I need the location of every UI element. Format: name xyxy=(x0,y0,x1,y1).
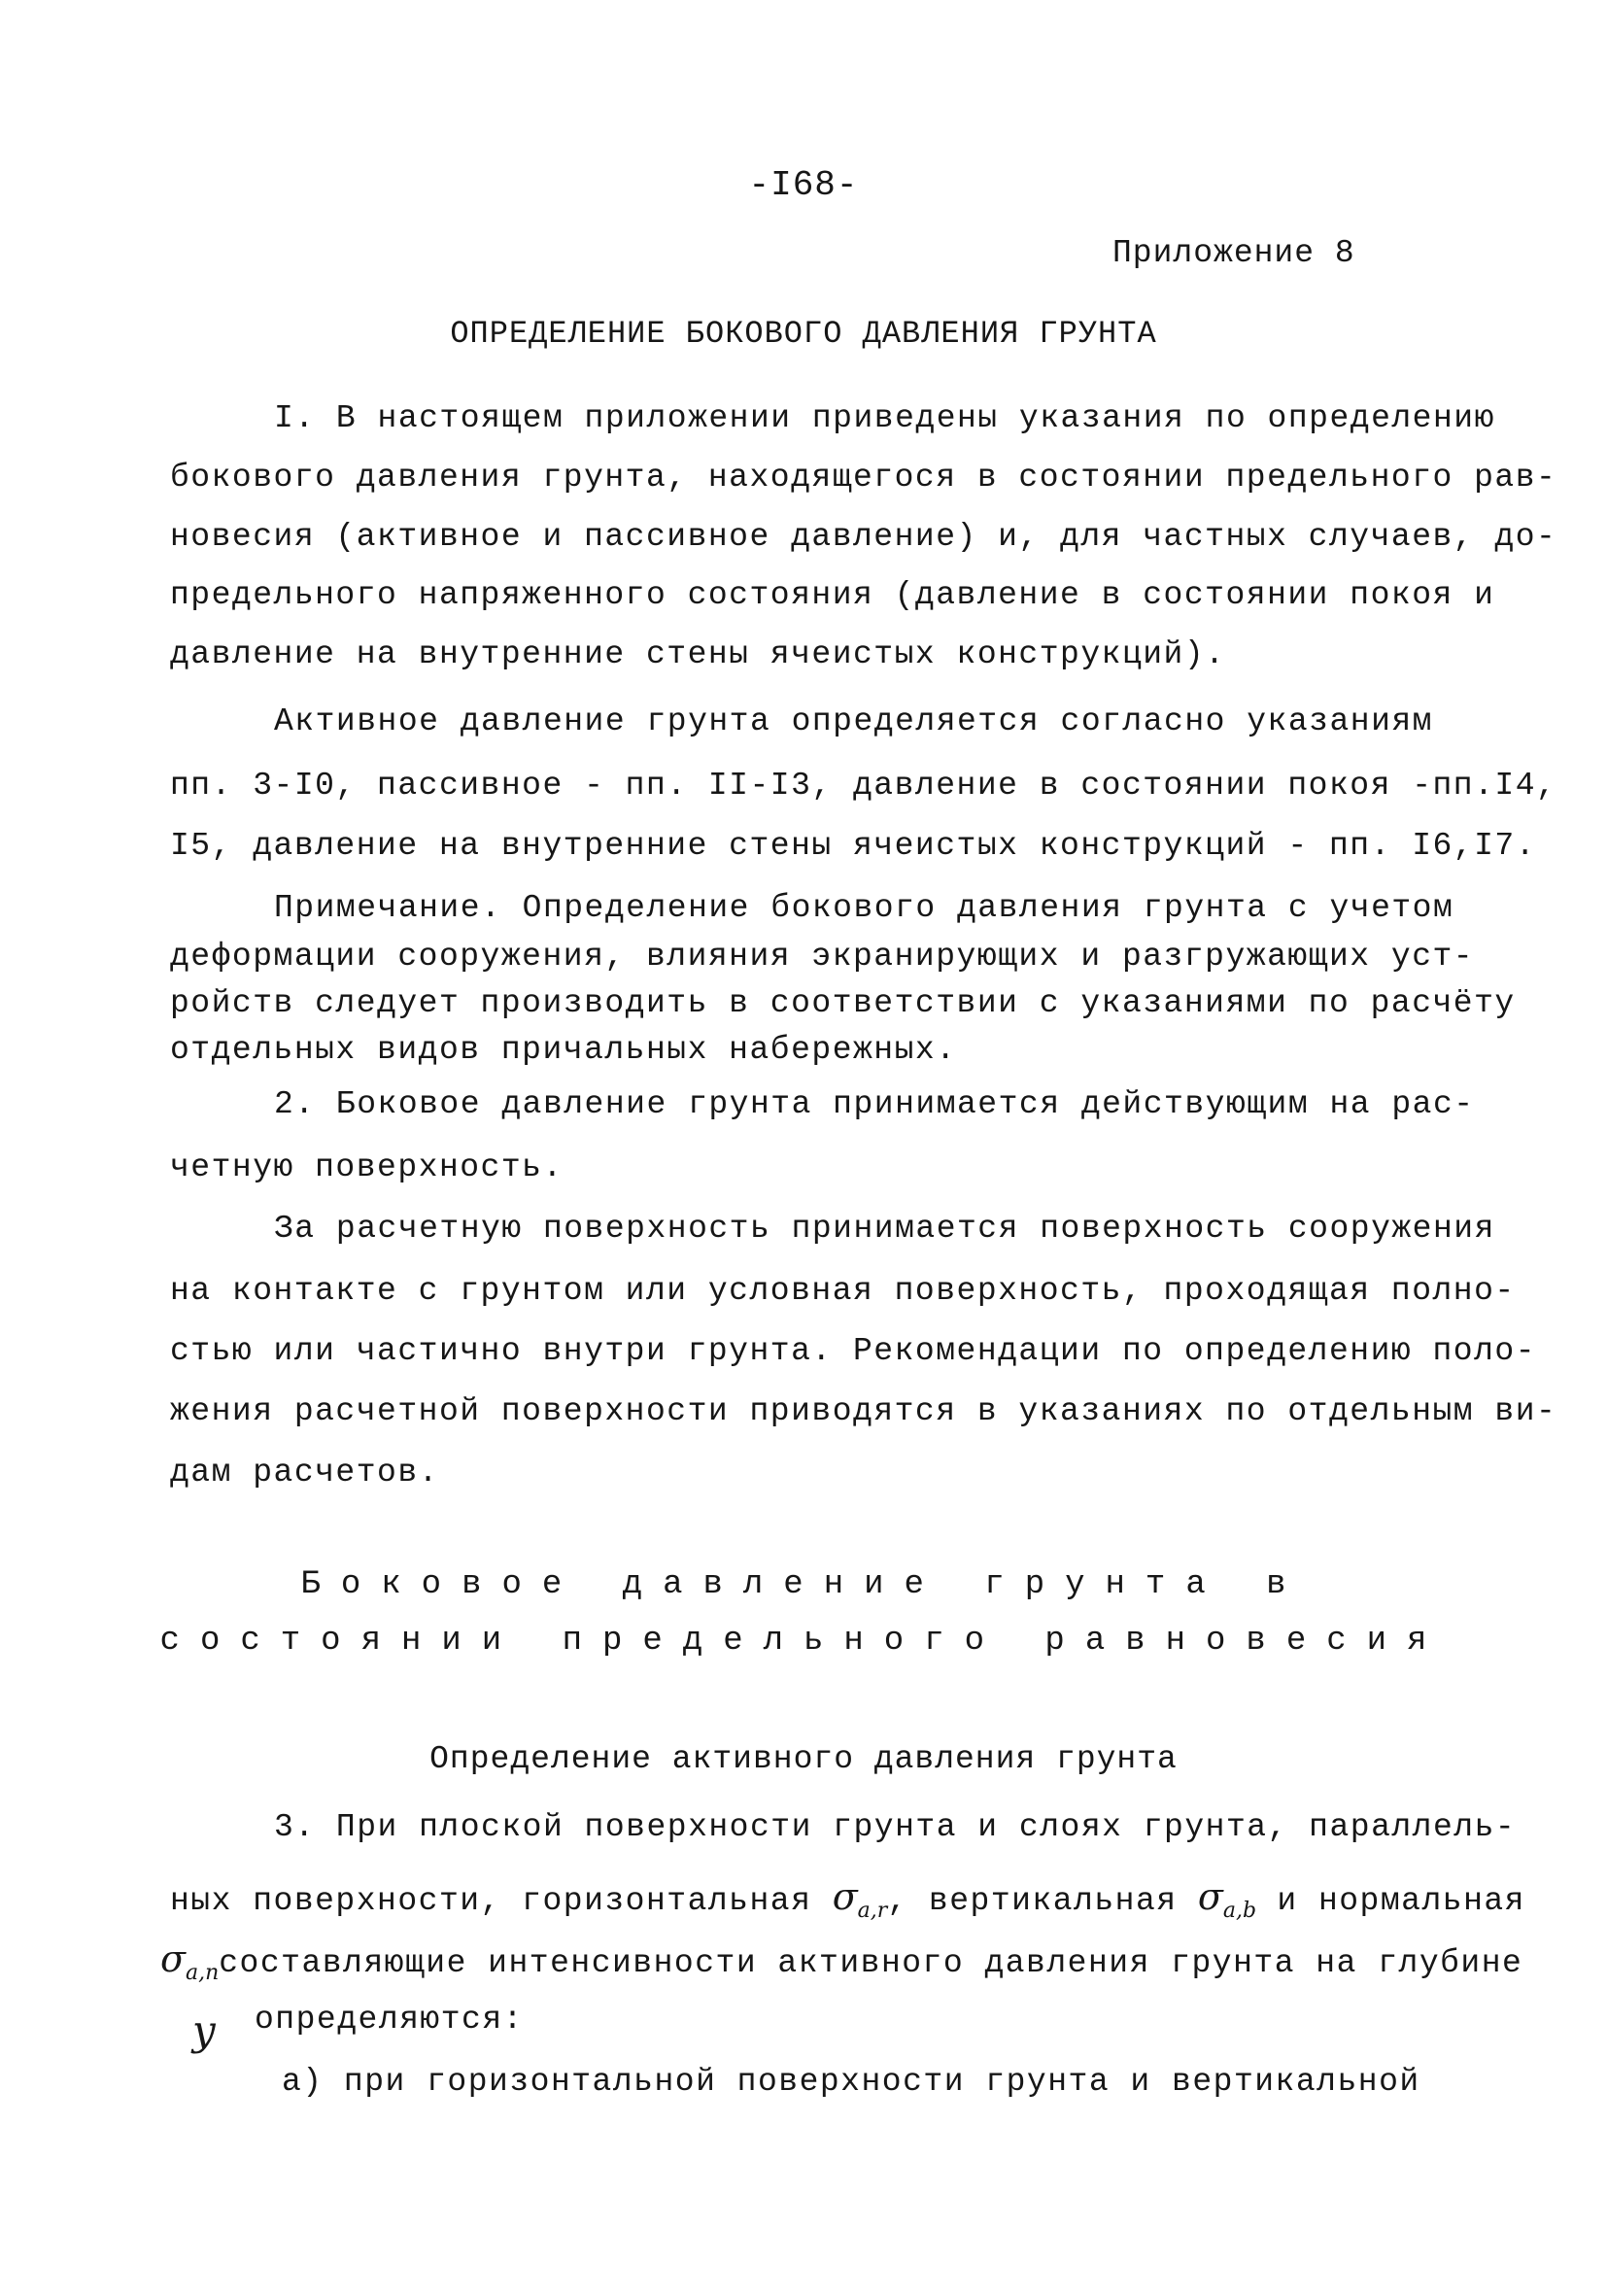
sigma-an-symbol: $\sigma_{a,n}$ xyxy=(160,1937,220,1985)
text-segment: , вертикальная xyxy=(887,1883,1178,1919)
text-line: на контакте с грунтом или условная поверхность, проходящая полно- xyxy=(170,1273,1516,1309)
text-line: За расчетную поверхность принимается поверхность сооружения xyxy=(274,1211,1495,1247)
subheading: Определение активного давления грунта xyxy=(429,1741,1178,1777)
text-line-with-symbols xyxy=(160,1937,1522,1985)
text-line-with-symbols xyxy=(170,1875,1525,1923)
note-line: отдельных видов причальных набережных. xyxy=(170,1032,957,1068)
text-line: I. В настоящем приложении приведены указания по определению xyxy=(274,400,1495,436)
text-line: а) при горизонтальной поверхности грунта и вертикальной xyxy=(282,2064,1420,2100)
section-heading-line-1: Боковое давление грунта в xyxy=(300,1566,1307,1603)
section-heading-line-2: состоянии предельного равновесия xyxy=(159,1623,1448,1660)
text-line: I5, давление на внутренние стены ячеистых конструкций - пп. I6,I7. xyxy=(170,828,1537,864)
text-line: дам расчетов. xyxy=(170,1455,439,1491)
text-line: предельного напряженного состояния (давление в состоянии покоя и xyxy=(170,577,1495,613)
text-line: определяются: xyxy=(255,2002,524,2038)
page-number: -I68- xyxy=(748,165,859,205)
y-symbol: y xyxy=(192,2006,217,2054)
text-line: 2. Боковое давление грунта принимается действующим на рас- xyxy=(274,1086,1475,1122)
document-title: ОПРЕДЕЛЕНИЕ БОКОВОГО ДАВЛЕНИЯ ГРУНТА xyxy=(450,316,1157,352)
text-line: давление на внутренние стены ячеистых конструкций). xyxy=(170,636,1226,672)
text-line: бокового давления грунта, находящегося в состоянии предельного рав- xyxy=(170,460,1557,496)
appendix-label: Приложение 8 xyxy=(1112,235,1355,271)
text-segment: составляющие интенсивности активного давления грунта на глубине xyxy=(219,1945,1523,1981)
sigma-ab-symbol: $\sigma_{a,b}$ xyxy=(1197,1875,1257,1923)
sigma-ar-symbol: $\sigma_{a,r}$ xyxy=(832,1875,888,1923)
note-line: Примечание. Определение бокового давления грунта с учетом xyxy=(274,890,1454,926)
text-line: пп. 3-I0, пассивное - пп. II-I3, давление в состоянии покоя -пп.I4, xyxy=(170,768,1557,804)
text-line: стью или частично внутри грунта. Рекомендации по определению поло- xyxy=(170,1333,1537,1369)
text-line: четную поверхность. xyxy=(170,1149,564,1185)
text-line: 3. При плоской поверхности грунта и слоях грунта, параллель- xyxy=(274,1809,1517,1845)
text-line: новесия (активное и пассивное давление) и, для частных случаев, до- xyxy=(170,519,1557,555)
text-segment: и нормальная xyxy=(1277,1883,1525,1919)
text-line: Активное давление грунта определяется согласно указаниям xyxy=(274,703,1433,739)
note-line: ройств следует производить в соответствии с указаниями по расчёту xyxy=(170,985,1516,1021)
note-line: деформации сооружения, влияния экранирующих и разгружающих уст- xyxy=(170,939,1475,975)
text-segment: ных поверхности, горизонтальная xyxy=(170,1883,812,1919)
text-line: жения расчетной поверхности приводятся в указаниях по отдельным ви- xyxy=(170,1393,1557,1429)
